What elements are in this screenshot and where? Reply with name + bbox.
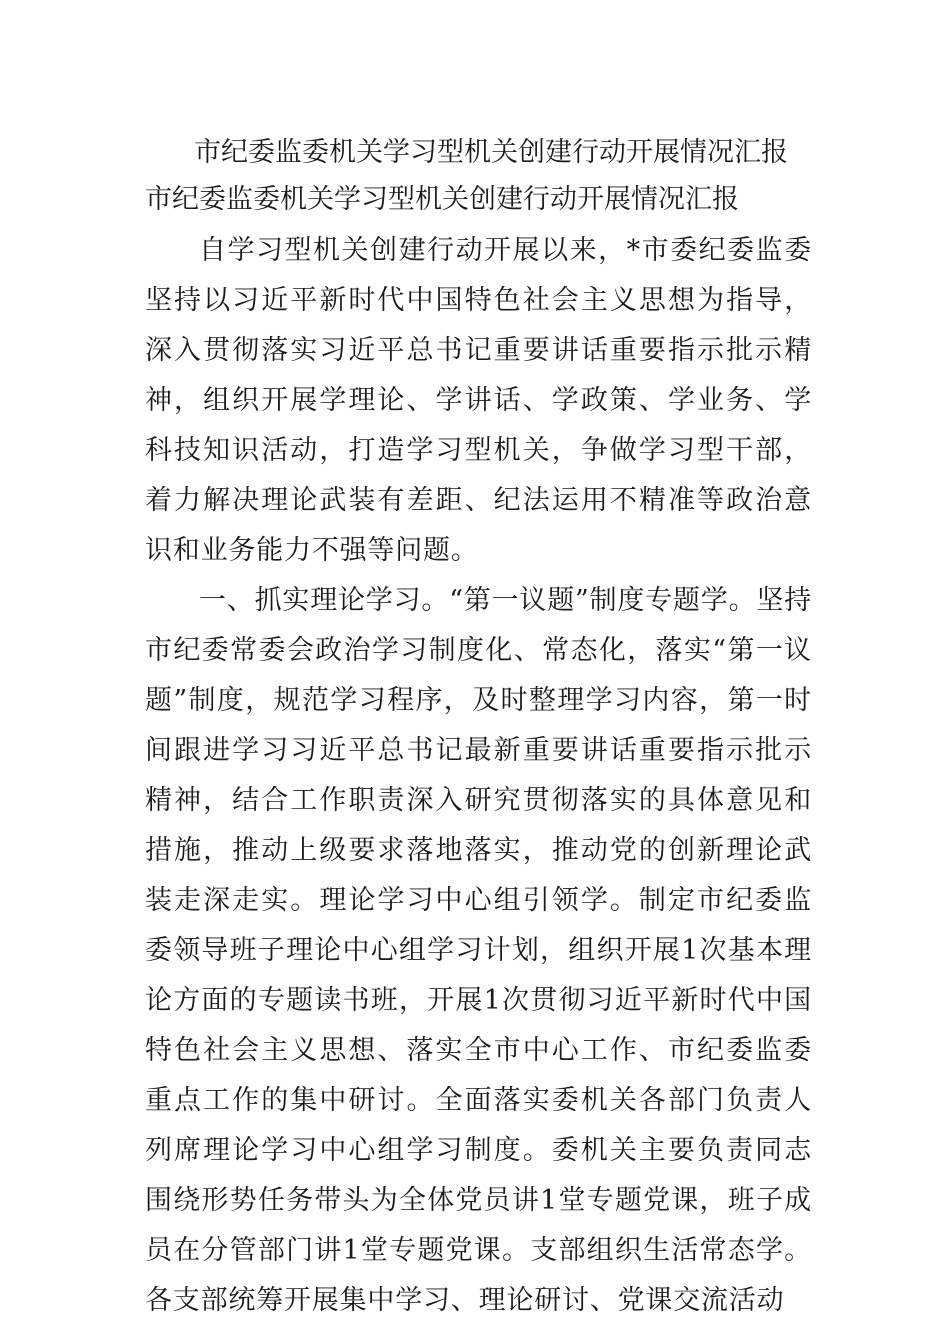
document-title: 市纪委监委机关学习型机关创建行动开展情况汇报 (194, 137, 788, 168)
paragraph-intro: 自学习型机关创建行动开展以来，*市委纪委监委坚持以习近平新时代中国特色社会主义思想为指导，深入贯彻落实习近平总书记重要讲话重要指示批示精神，组织开展学理论、学讲话、学政策、学业务、学科技知识活动，打造学习型机关，争做学习型干部，着力解决理论武装有差距、纪法运用不精准等政治意识和业务能力不强等问题。 (145, 235, 812, 566)
document-subtitle: 市纪委监委机关学习型机关创建行动开展情况汇报 (145, 184, 739, 215)
document-body (145, 226, 812, 1326)
paragraph-section-1: 一、抓实理论学习。“第一议题”制度专题学。坚持市纪委常委会政治学习制度化、常态化，落实“第一议题”制度，规范学习程序，及时整理学习内容，第一时间跟进学习习近平总书记最新重要讲话重要指示批示精神，结合工作职责深入研究贯彻落实的具体意见和措施，推动上级要求落地落实，推动党的创新理论武装走深走实。理论学习中心组引领学。制定市纪委监委领导班子理论中心组学习计划，组织开展1次基本理论方面的专题读书班，开展1次贯彻习近平新时代中国特色社会主义思想、落实全市中心工作、市纪委监委重点工作的集中研讨。全面落实委机关各部门负责人列席理论学习中心组学习制度。委机关主要负责同志围绕形势任务带头为全体党员讲1堂专题党课，班子成员在分管部门讲1堂专题党课。支部组织生活常态学。各支部统筹开展集中学习、理论研讨、党课交流活动 (145, 585, 813, 1316)
